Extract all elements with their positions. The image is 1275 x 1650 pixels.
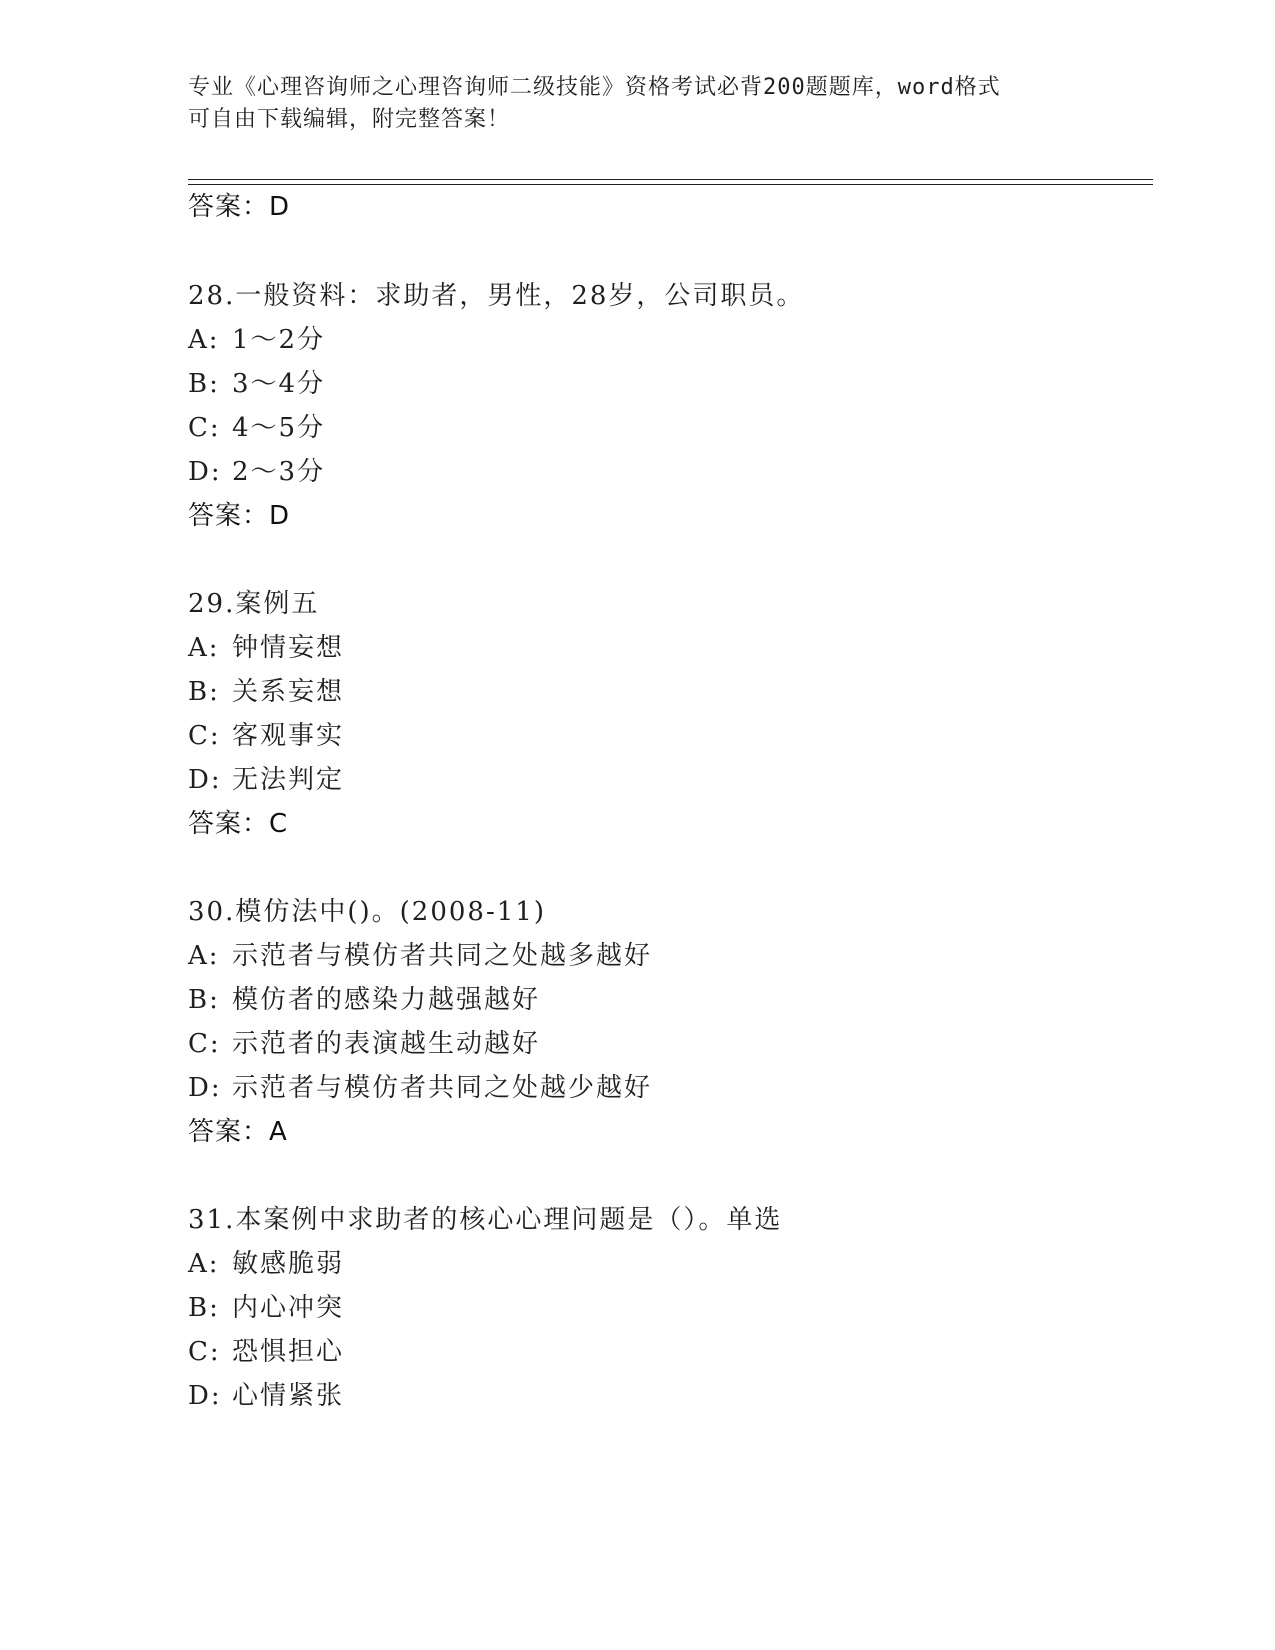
answer-28: 答案：D [188,501,291,531]
option-row [188,1067,652,1104]
option-text: 示范者与模仿者共同之处越少越好 [232,1073,653,1103]
option-label: B: [188,985,220,1015]
option-text: 客观事实 [232,721,345,751]
option-row [188,407,325,444]
option-label: A: [188,325,220,355]
option-text: 钟情妄想 [232,633,345,663]
option-row [188,979,540,1016]
answer-30: 答案：A [188,1117,288,1147]
option-text: 2～3分 [232,457,326,487]
option-row [188,451,325,488]
option-label: D: [188,1073,222,1103]
question-stem-31: 31.本案例中求助者的核心心理问题是（）。单选 [188,1205,783,1235]
question-stem-28: 28.一般资料：求助者，男性，28岁，公司职员。 [188,281,805,311]
option-text: 恐惧担心 [232,1337,345,1367]
question-stem-30: 30.模仿法中()。(2008-11) [188,897,546,927]
option-label: B: [188,369,220,399]
option-row [188,1287,344,1324]
option-label: A: [188,1249,220,1279]
header-divider-top [188,179,1153,180]
option-label: A: [188,941,220,971]
option-row [188,759,344,796]
option-label: D: [188,457,222,487]
option-text: 4～5分 [232,413,326,443]
option-label: C: [188,1029,221,1059]
option-row [188,935,652,972]
option-label: D: [188,1381,222,1411]
option-text: 心情紧张 [232,1381,345,1411]
option-text: 关系妄想 [232,677,345,707]
option-row [188,627,344,664]
header-divider-bottom [188,184,1153,185]
option-label: B: [188,1293,220,1323]
option-text: 内心冲突 [232,1293,345,1323]
option-label: B: [188,677,220,707]
option-label: A: [188,633,220,663]
previous-answer: 答案：D [188,192,291,222]
option-label: C: [188,413,221,443]
option-text: 1～2分 [232,325,326,355]
option-row [188,1243,344,1280]
option-label: C: [188,721,221,751]
option-text: 3～4分 [232,369,326,399]
header-line-2: 可自由下载编辑，附完整答案！ [188,107,511,132]
header-line-1: 专业《心理咨询师之心理咨询师二级技能》资格考试必背200题题库，word格式 [188,75,1001,100]
option-row [188,1023,540,1060]
option-row [188,1375,344,1412]
option-row [188,363,325,400]
option-label: D: [188,765,222,795]
question-stem-29: 29.案例五 [188,589,320,619]
answer-29: 答案：C [188,809,289,839]
option-text: 敏感脆弱 [232,1249,345,1279]
option-row [188,1331,344,1368]
option-text: 模仿者的感染力越强越好 [232,985,541,1015]
option-text: 示范者的表演越生动越好 [232,1029,541,1059]
option-row [188,715,344,752]
option-text: 示范者与模仿者共同之处越多越好 [232,941,653,971]
option-row [188,319,325,356]
option-text: 无法判定 [232,765,345,795]
option-row [188,671,344,708]
option-label: C: [188,1337,221,1367]
document-header [188,72,1088,136]
